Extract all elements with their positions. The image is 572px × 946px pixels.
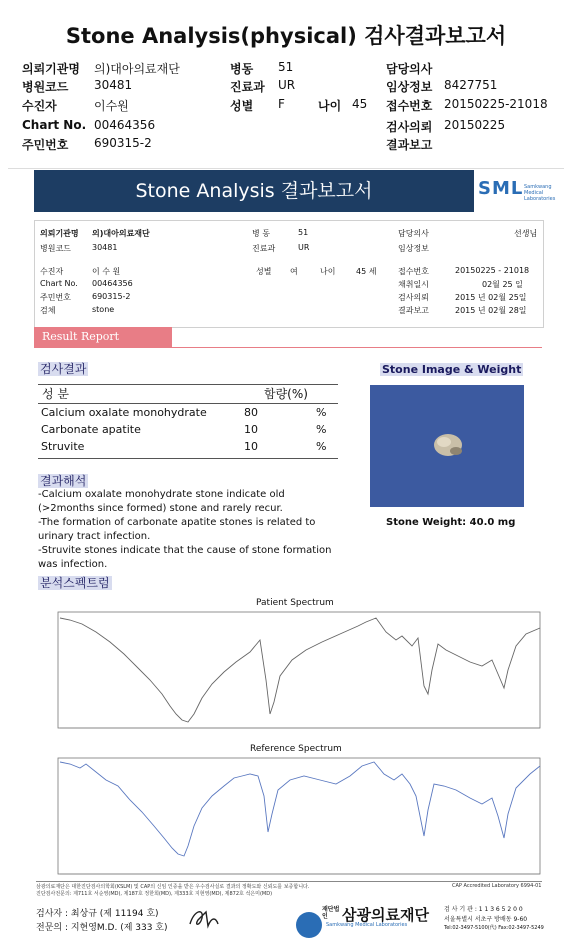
section-interp-label: 결과해석: [40, 474, 87, 488]
info-value: 690315-2: [92, 292, 131, 301]
info-label: 검사의뢰: [398, 293, 429, 302]
lab-address: 서울특별시 서초구 방배동 9-60: [444, 916, 528, 923]
header-value: 690315-2: [94, 136, 152, 150]
info-value: 45 세: [356, 267, 377, 276]
info-value: 이 수 원: [92, 267, 121, 276]
info-label: Chart No.: [40, 279, 78, 288]
interp-line: -Calcium oxalate monohydrate stone indicate old: [38, 489, 285, 500]
component-unit: %: [316, 440, 327, 453]
lab-phone: Tel:02-3497-5100(代) Fax:02-3497-5249: [444, 925, 544, 931]
header-label: Chart No.: [22, 118, 87, 132]
header-value: UR: [278, 78, 296, 92]
header-label: 접수번호: [386, 99, 433, 113]
info-label: 성별: [256, 267, 272, 276]
section-spectrum-label: 분석스펙트럼: [40, 576, 110, 590]
info-label: 병원코드: [40, 244, 71, 253]
interp-line: -The formation of carbonate apatite stones is related to: [38, 517, 316, 528]
header-label: 결과보고: [386, 138, 433, 152]
header-value: 45: [352, 97, 368, 111]
lab-id: 검 사 기 관 : 1 1 3 6 5 2 0 0: [444, 906, 523, 913]
sml-logo: [478, 178, 523, 199]
col-content-header: 함량(%): [264, 387, 308, 401]
component-value: 80: [244, 406, 258, 419]
specialist: 전문의 : 지현영M.D. (제 333 호): [36, 923, 168, 933]
header-value: 이수원: [94, 99, 129, 113]
component-name: Struvite: [41, 440, 85, 453]
header-label: 병원코드: [22, 80, 69, 94]
reference-spectrum-chart: [46, 756, 542, 878]
info-label: 결과보고: [398, 306, 429, 315]
info-value: 20150225 - 21018: [455, 266, 530, 275]
stone-weight: Stone Weight: 40.0 mg: [386, 517, 516, 528]
info-label: 병 동: [252, 229, 270, 238]
report-banner: Stone Analysis 결과보고서: [34, 170, 474, 212]
header-value: 20150225: [444, 118, 506, 132]
stone-photo: [370, 385, 524, 507]
signature: [186, 904, 222, 932]
section-interp-heading: [38, 470, 88, 489]
sml-logo-subtitle: Samkwang Medical Laboratories: [524, 184, 556, 202]
info-value: 30481: [92, 243, 118, 252]
examiner: 검사자 : 최상규 (제 11194 호): [36, 909, 159, 919]
header-value: 8427751: [444, 78, 498, 92]
footer-note: 삼광의료재단은 대한진단검사의학회(KSLM) 및 CAP의 신임 인증을 받은 우수검사실로 결과의 정확도와 신뢰도를 보증합니다.: [36, 884, 310, 890]
foundation-name: 삼광의료재단: [342, 906, 429, 924]
component-value: 10: [244, 440, 258, 453]
table-row: [38, 404, 338, 421]
patient-spectrum-chart: [46, 610, 542, 732]
info-label: 검체: [40, 306, 56, 315]
foundation-english: Samkwang Medical Laboratories: [326, 922, 408, 928]
stone-icon: [370, 385, 524, 507]
header-value: 20150225-21018: [444, 97, 548, 111]
info-value: 02월 25 일: [482, 280, 523, 289]
interp-line: urinary tract infection.: [38, 531, 151, 542]
section-image-heading: [380, 358, 523, 377]
info-value: 00464356: [92, 279, 133, 288]
header-label: 진료과: [230, 80, 265, 94]
header-value: 30481: [94, 78, 133, 92]
component-name: Calcium oxalate monohydrate: [41, 406, 207, 419]
components-table: [38, 404, 338, 455]
foundation-prefix: 재단법인: [322, 906, 340, 920]
col-component-header: 성 분: [42, 387, 69, 401]
header-label: 담당의사: [386, 62, 433, 76]
header-label: 수진자: [22, 99, 57, 113]
section-spectrum-heading: [38, 572, 112, 591]
info-value: UR: [298, 243, 310, 252]
info-label: 의뢰기관명: [40, 229, 79, 238]
header-label: 의뢰기관명: [22, 62, 80, 76]
header-label: 임상정보: [386, 80, 433, 94]
info-value: 51: [298, 228, 309, 237]
info-value: 2015 년 02월 28일: [455, 306, 527, 315]
component-unit: %: [316, 406, 327, 419]
result-report-tab: Result Report: [34, 327, 172, 347]
info-value: 선생님: [514, 229, 538, 238]
reference-spectrum-title: Reference Spectrum: [250, 744, 342, 754]
table-top-rule: [38, 384, 338, 385]
table-row: [38, 421, 338, 438]
foundation-logo-icon: [296, 912, 322, 938]
header-value: F: [278, 97, 285, 111]
section-result-label: 검사결과: [40, 362, 87, 376]
result-divider: [34, 347, 542, 348]
info-label: 채취일시: [398, 280, 429, 289]
header-label: 성별: [230, 99, 254, 113]
info-label: 진료과: [252, 244, 276, 253]
info-label: 나이: [320, 267, 336, 276]
patient-spectrum-title: Patient Spectrum: [256, 598, 334, 608]
component-value: 10: [244, 423, 258, 436]
interpretation-text: [38, 488, 358, 572]
footer-note: 진단검사전문의: 제711호 서순영(MD), 제187호 정한희(MD), 제333호 지현영(MD), 제872호 석은미(MD): [36, 891, 273, 897]
info-value: 2015 년 02월 25일: [455, 293, 527, 302]
header-value: 00464356: [94, 118, 156, 132]
info-value: 의)대아의료재단: [92, 229, 150, 238]
info-label: 주민번호: [40, 293, 71, 302]
section-result-heading: [38, 358, 88, 377]
component-name: Carbonate apatite: [41, 423, 141, 436]
header-label: 주민번호: [22, 138, 69, 152]
sml-logo-text: SML: [478, 178, 524, 199]
header-value: 51: [278, 60, 294, 74]
page-title: Stone Analysis(physical) 검사결과보고서: [65, 24, 507, 48]
cap-accreditation: CAP Accredited Laboratory 6994-01: [452, 883, 542, 889]
info-label: 수진자: [40, 267, 64, 276]
info-label: 임상정보: [398, 244, 429, 253]
interp-line: -Struvite stones indicate that the cause of stone formation: [38, 545, 332, 556]
footer-divider: [36, 881, 542, 882]
header-label: 병동: [230, 62, 254, 76]
section-image-label: Stone Image & Weight: [382, 363, 522, 376]
table-bottom-rule: [38, 458, 338, 459]
info-label: 접수번호: [398, 267, 429, 276]
interp-line: was infection.: [38, 559, 108, 570]
info-value: stone: [92, 305, 115, 314]
header-label: 검사의뢰: [386, 120, 433, 134]
header-label: 나이: [318, 99, 342, 113]
info-label: 담당의사: [398, 229, 429, 238]
interp-line: (>2months since formed) stone and rarely recur.: [38, 503, 283, 514]
header-value: 의)대아의료재단: [94, 62, 180, 76]
table-row: [38, 438, 338, 455]
info-value: 여: [290, 267, 298, 276]
component-unit: %: [316, 423, 327, 436]
